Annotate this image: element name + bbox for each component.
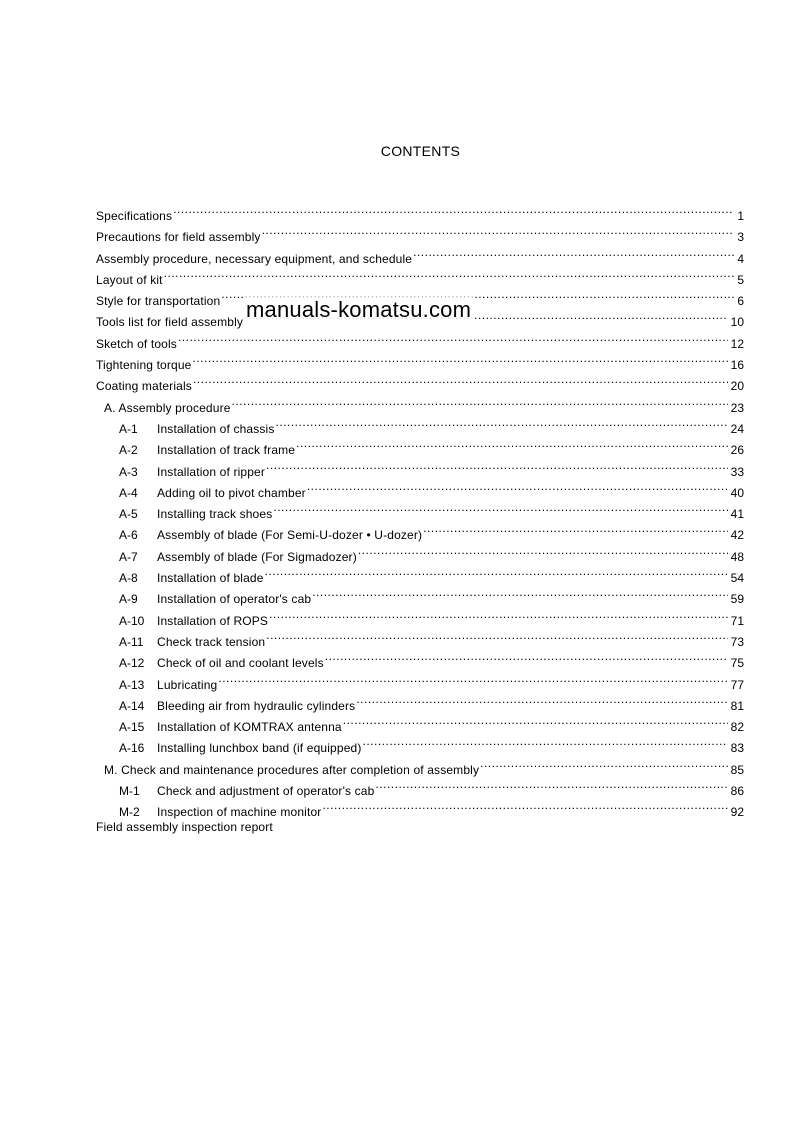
table-of-contents <box>96 199 744 838</box>
dot-leader <box>343 710 728 731</box>
toc-entry-label: Installing track shoes <box>157 507 273 522</box>
toc-entry-code: A-9 <box>119 592 138 607</box>
toc-entry-page: 54 <box>730 571 744 586</box>
toc-entry-page: 3 <box>737 230 744 245</box>
toc-entry-a-2[interactable] <box>96 433 744 458</box>
toc-entry-page: 26 <box>730 443 744 458</box>
toc-entry-page: 75 <box>730 656 744 671</box>
toc-entry-page: 6 <box>737 294 744 309</box>
toc-entry-m-1[interactable] <box>96 774 744 799</box>
toc-entry-label: Bleeding air from hydraulic cylinders <box>157 698 356 713</box>
dot-leader <box>193 369 728 390</box>
toc-entry-code: A-6 <box>119 528 138 543</box>
toc-entry-label: Assembly procedure, necessary equipment, and schedule <box>96 251 413 266</box>
toc-entry-a-10[interactable] <box>96 604 744 628</box>
toc-entry-page: 41 <box>730 507 744 522</box>
dot-leader <box>269 604 728 625</box>
toc-entry-a-16[interactable] <box>96 731 744 756</box>
toc-entry-label: Field assembly inspection report <box>96 819 273 834</box>
toc-entry-label: Installation of blade <box>157 571 264 586</box>
toc-entry-label: Lubricating <box>157 677 218 692</box>
toc-entry-a-4[interactable] <box>96 476 744 500</box>
toc-entry-label: Installation of chassis <box>157 421 275 436</box>
dot-leader <box>358 540 728 561</box>
toc-entry-coating-materials[interactable] <box>96 369 744 394</box>
toc-entry-page: 10 <box>730 315 744 330</box>
toc-entry-label: Installation of ripper <box>157 464 266 479</box>
toc-entry-label: Tools list for field assembly <box>96 315 244 330</box>
dot-leader <box>193 348 728 369</box>
toc-entry-a-3[interactable] <box>96 455 744 479</box>
page-title: CONTENTS <box>380 143 461 159</box>
toc-entry-page: 71 <box>730 613 744 628</box>
dot-leader <box>173 199 734 220</box>
toc-entry-page: 20 <box>730 379 744 394</box>
dot-leader <box>262 220 735 241</box>
toc-entry-m-2[interactable] <box>96 795 744 820</box>
toc-entry-page: 40 <box>730 485 744 500</box>
toc-entry-code: M-1 <box>119 784 140 799</box>
toc-entry-label: Installation of KOMTRAX antenna <box>157 720 342 735</box>
dot-leader <box>356 689 727 710</box>
dot-leader <box>363 731 728 752</box>
toc-entry-label: Installation of ROPS <box>157 613 269 628</box>
toc-entry-page: 23 <box>730 400 744 415</box>
dot-leader <box>266 625 727 646</box>
dot-leader <box>276 412 728 433</box>
toc-entry-a-12[interactable] <box>96 646 744 671</box>
toc-entry-tightening-torque[interactable] <box>96 348 744 373</box>
toc-entry-code: A-3 <box>119 464 138 479</box>
toc-entry-page: 77 <box>730 677 744 692</box>
toc-entry-a-15[interactable] <box>96 710 744 735</box>
dot-leader <box>232 391 728 412</box>
toc-entry-page: 42 <box>730 528 744 543</box>
toc-entry-label: Coating materials <box>96 379 192 394</box>
dot-leader <box>423 518 727 539</box>
toc-entry-label: A. Assembly procedure <box>104 400 231 415</box>
toc-entry-assembly-procedure-schedule[interactable] <box>96 242 744 266</box>
toc-entry-page: 16 <box>730 358 744 373</box>
dot-leader <box>164 263 735 284</box>
dot-leader <box>325 646 728 667</box>
toc-entry-a-11[interactable] <box>96 625 744 649</box>
toc-section-m[interactable] <box>96 753 744 777</box>
watermark-text: manuals-komatsu.com <box>246 297 472 322</box>
toc-entry-label: M. Check and maintenance procedures after completion of assembly <box>104 762 480 777</box>
toc-entry-a-9[interactable] <box>96 582 744 607</box>
toc-entry-label: Inspection of machine monitor <box>157 805 322 820</box>
toc-entry-page: 24 <box>730 421 744 436</box>
toc-entry-code: A-13 <box>119 677 145 692</box>
dot-leader <box>375 774 727 795</box>
toc-entry-page: 92 <box>730 805 744 820</box>
toc-entry-page: 33 <box>730 464 744 479</box>
dot-leader <box>265 561 728 582</box>
toc-entry-label: Style for transportation <box>96 294 221 309</box>
dot-leader <box>413 242 734 263</box>
toc-entry-a-7[interactable] <box>96 540 744 564</box>
toc-entry-code: A-1 <box>119 421 138 436</box>
toc-entry-page: 85 <box>730 762 744 777</box>
dot-leader <box>322 795 727 816</box>
dot-leader <box>178 327 728 348</box>
toc-entry-sketch-of-tools[interactable] <box>96 327 744 351</box>
toc-entry-code: A-16 <box>119 741 145 756</box>
toc-entry-a-14[interactable] <box>96 689 744 713</box>
toc-entry-inspection-report[interactable] <box>96 817 744 838</box>
toc-entry-code: A-5 <box>119 507 138 522</box>
dot-leader <box>296 433 728 454</box>
toc-entry-a-8[interactable] <box>96 561 744 586</box>
toc-entry-a-13[interactable] <box>96 668 744 692</box>
toc-entry-precautions[interactable] <box>96 220 744 245</box>
toc-entry-code: A-10 <box>119 613 145 628</box>
toc-entry-code: A-4 <box>119 485 138 500</box>
toc-entry-label: Installing lunchbox band (if equipped) <box>157 741 362 756</box>
toc-entry-label: Installation of track frame <box>157 443 296 458</box>
toc-entry-a-6[interactable] <box>96 518 744 543</box>
toc-entry-page: 86 <box>730 784 744 799</box>
dot-leader <box>273 497 727 518</box>
toc-entry-label: Layout of kit <box>96 272 163 287</box>
toc-entry-page: 59 <box>730 592 744 607</box>
toc-entry-label: Precautions for field assembly <box>96 230 261 245</box>
toc-entry-code: A-14 <box>119 698 145 713</box>
toc-entry-code: A-7 <box>119 549 138 564</box>
dot-leader <box>307 476 728 497</box>
dot-leader <box>312 582 727 603</box>
toc-entry-label: Tightening torque <box>96 358 192 373</box>
toc-entry-label: Assembly of blade (For Sigmadozer) <box>157 549 357 564</box>
dot-leader <box>266 455 728 476</box>
toc-entry-a-1[interactable] <box>96 412 744 436</box>
dot-leader <box>480 753 728 774</box>
toc-entry-page: 1 <box>737 209 744 223</box>
dot-leader <box>218 668 727 689</box>
toc-entry-page: 73 <box>730 634 744 649</box>
toc-entry-code: A-12 <box>119 656 145 671</box>
toc-entry-label: Sketch of tools <box>96 336 177 351</box>
toc-entry-label: Check of oil and coolant levels <box>157 656 324 671</box>
toc-entry-label: Check and adjustment of operator's cab <box>157 784 375 799</box>
toc-entry-page: 83 <box>730 741 744 756</box>
toc-entry-label: Check track tension <box>157 634 266 649</box>
toc-entry-label: Specifications <box>96 209 173 223</box>
toc-entry-label: Assembly of blade (For Semi-U-dozer • U-dozer) <box>157 528 423 543</box>
toc-entry-a-5[interactable] <box>96 497 744 522</box>
toc-entry-code: A-8 <box>119 571 138 586</box>
toc-entry-page: 81 <box>730 698 744 713</box>
toc-entry-label: Adding oil to pivot chamber <box>157 485 306 500</box>
toc-entry-page: 4 <box>737 251 744 266</box>
toc-entry-page: 5 <box>737 272 744 287</box>
toc-entry-page: 82 <box>730 720 744 735</box>
toc-entry-label: Installation of operator's cab <box>157 592 312 607</box>
toc-entry-code: A-11 <box>119 634 144 649</box>
toc-entry-page: 12 <box>730 336 744 351</box>
toc-entry-layout-of-kit[interactable] <box>96 263 744 287</box>
toc-section-a[interactable] <box>96 391 744 415</box>
toc-entry-specifications[interactable] <box>96 199 744 223</box>
toc-entry-code: A-15 <box>119 720 145 735</box>
toc-entry-code: M-2 <box>119 805 140 820</box>
toc-entry-code: A-2 <box>119 443 138 458</box>
toc-entry-page: 48 <box>730 549 744 564</box>
